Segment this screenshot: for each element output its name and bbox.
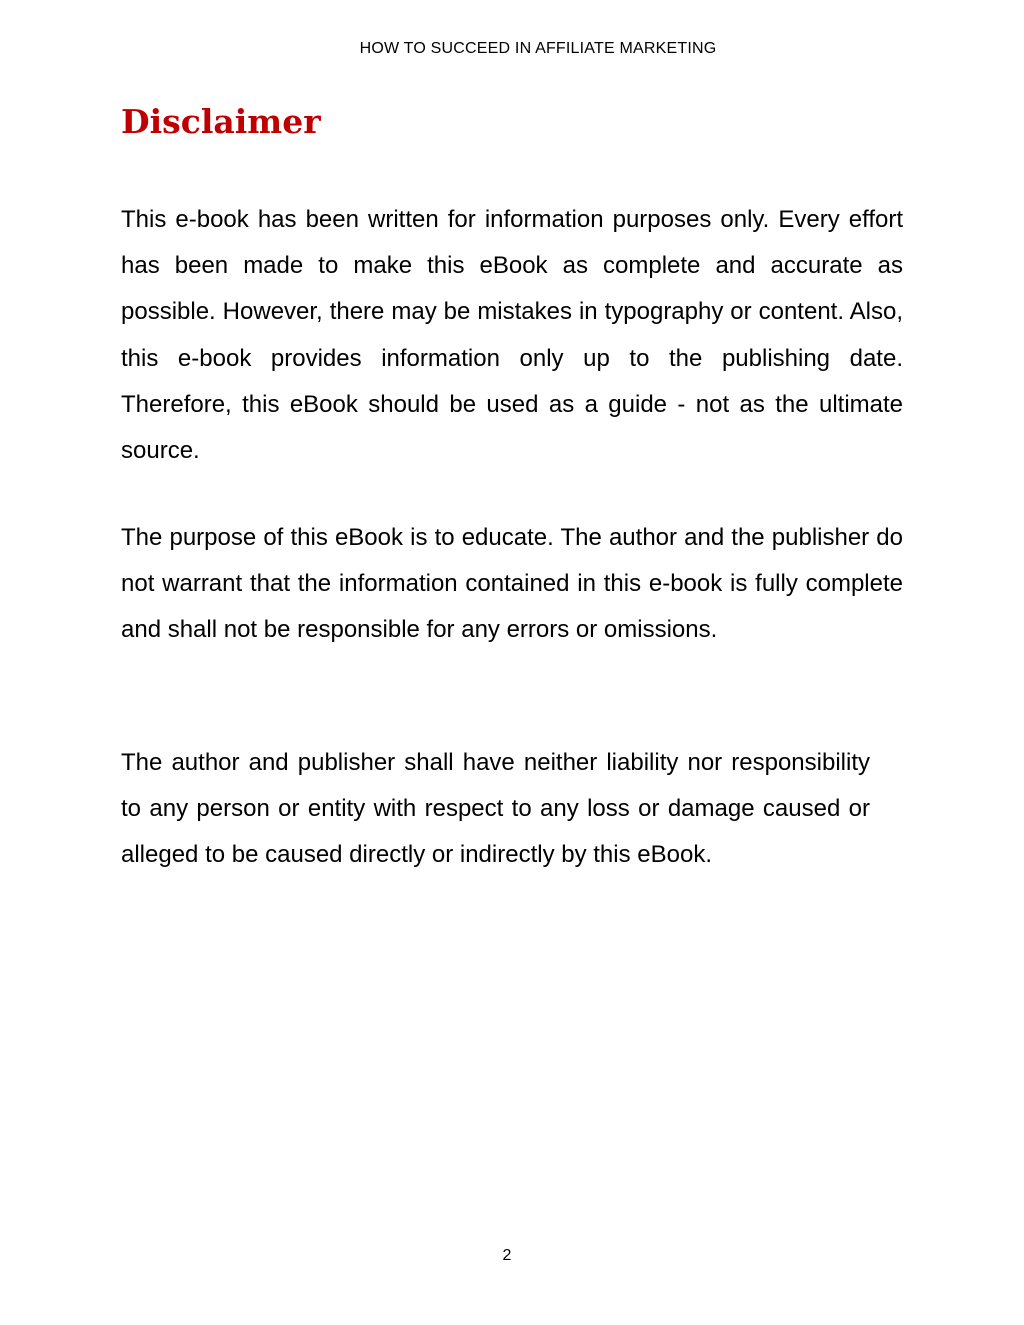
disclaimer-paragraph-purpose: The purpose of this eBook is to educate. The author and the publisher do not warrant that the information contained in this e-book is fully complete and shall not be responsible for any errors or omissions. <box>121 524 903 644</box>
running-header: HOW TO SUCCEED IN AFFILIATE MARKETING <box>359 40 717 57</box>
page-title: Disclaimer <box>121 102 321 141</box>
disclaimer-paragraph-liability: The author and publisher shall have neither liability nor responsibility to any person or entity with respect to any loss or damage caused or alleged to be caused directly or indirectly by this eBook. <box>121 749 870 869</box>
page-number: 2 <box>502 1247 512 1264</box>
disclaimer-paragraph-information: This e-book has been written for information purposes only. Every effort has been made to make this eBook as complete and accurate as possible. However, there may be mistakes in typography or content. Also, this e-book provides information only up to the publishing date. Therefore, this eBook should be used as a guide - not as the ultimate source. <box>121 206 903 465</box>
